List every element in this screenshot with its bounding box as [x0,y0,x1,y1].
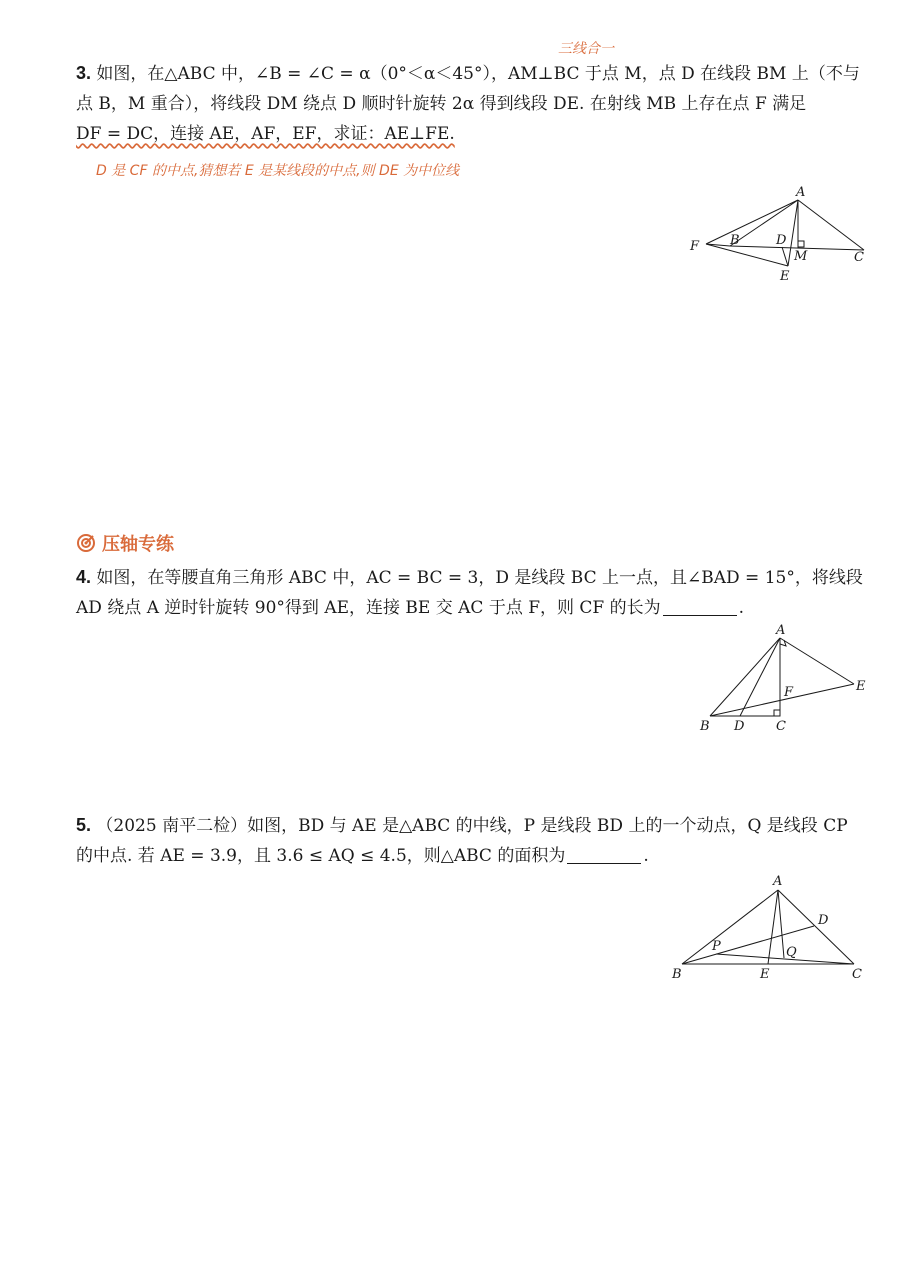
problem-5-answer-blank[interactable] [567,845,641,864]
problem-5 [76,810,876,871]
problem-4-figure [696,622,876,737]
problem-3-annotation-top: 三线合一 [558,41,614,57]
fig4-label-C: C [776,719,786,734]
fig3-label-M: M [794,249,808,264]
problem-3-line-1: 3. 如图，在△ABC 中，∠B = ∠C = α（0°＜α＜45°），AM⊥BC 于点 M，点 D 在线段 BM 上（不与 [76,63,860,84]
problem-4-number: 4. [76,567,92,587]
fig5-label-P: P [712,939,721,954]
problem-3-number: 3. [76,63,92,83]
problem-3-annotation-bottom: D 是 CF 的中点,猜想若 E 是某线段的中点,则 DE 为中位线 [96,163,460,179]
fig5-label-D: D [818,913,829,928]
fig3-label-D: D [776,233,787,248]
problem-5-line-2: 的中点. 若 AE = 3.9，且 3.6 ≤ AQ ≤ 4.5，则△ABC 的面积为 . [76,846,649,866]
fig4-label-D: D [734,719,745,734]
fig5-label-E: E [760,967,770,982]
problem-4-line-2: AD 绕点 A 逆时针旋转 90°得到 AE，连接 BE 交 AC 于点 F，则 CF 的长为 . [76,598,745,618]
fig3-label-C: C [854,250,864,265]
fig5-label-C: C [852,967,862,982]
problem-4-line-1: 4. 如图，在等腰直角三角形 ABC 中，AC = BC = 3，D 是线段 BC 上一点，且∠BAD = 15°，将线段 [76,567,863,588]
fig3-label-F: F [690,239,700,254]
fig4-label-A: A [776,623,786,638]
problem-5-figure [668,872,878,987]
problem-5-line-1: 5. （2025 南平二检）如图，BD 与 AE 是△ABC 的中线，P 是线段 BD 上的一个动点，Q 是线段 CP [76,815,848,836]
fig4-label-E: E [856,679,866,694]
problem-4-answer-blank[interactable] [663,597,737,616]
fig3-label-A: A [796,185,806,200]
problem-4 [76,562,876,623]
section-title: 压轴专练 [102,534,174,554]
fig3-label-E: E [780,269,790,284]
fig4-label-B: B [700,719,710,734]
problem-3-line-3: DF = DC，连接 AE，AF，EF，求证：AE⊥FE. [76,124,455,144]
problem-5-number: 5. [76,815,92,835]
section-header [76,530,174,556]
target-icon [76,533,96,553]
fig5-label-B: B [672,967,682,982]
problem-3-figure [684,186,884,286]
fig5-label-Q: Q [786,945,797,960]
fig5-label-A: A [773,874,783,889]
fig3-label-B: B [730,233,740,248]
fig4-label-F: F [784,685,794,700]
problem-3 [76,58,876,149]
problem-3-line-2: 点 B，M 重合），将线段 DM 绕点 D 顺时针旋转 2α 得到线段 DE. 在射线 MB 上存在点 F 满足 [76,94,807,114]
